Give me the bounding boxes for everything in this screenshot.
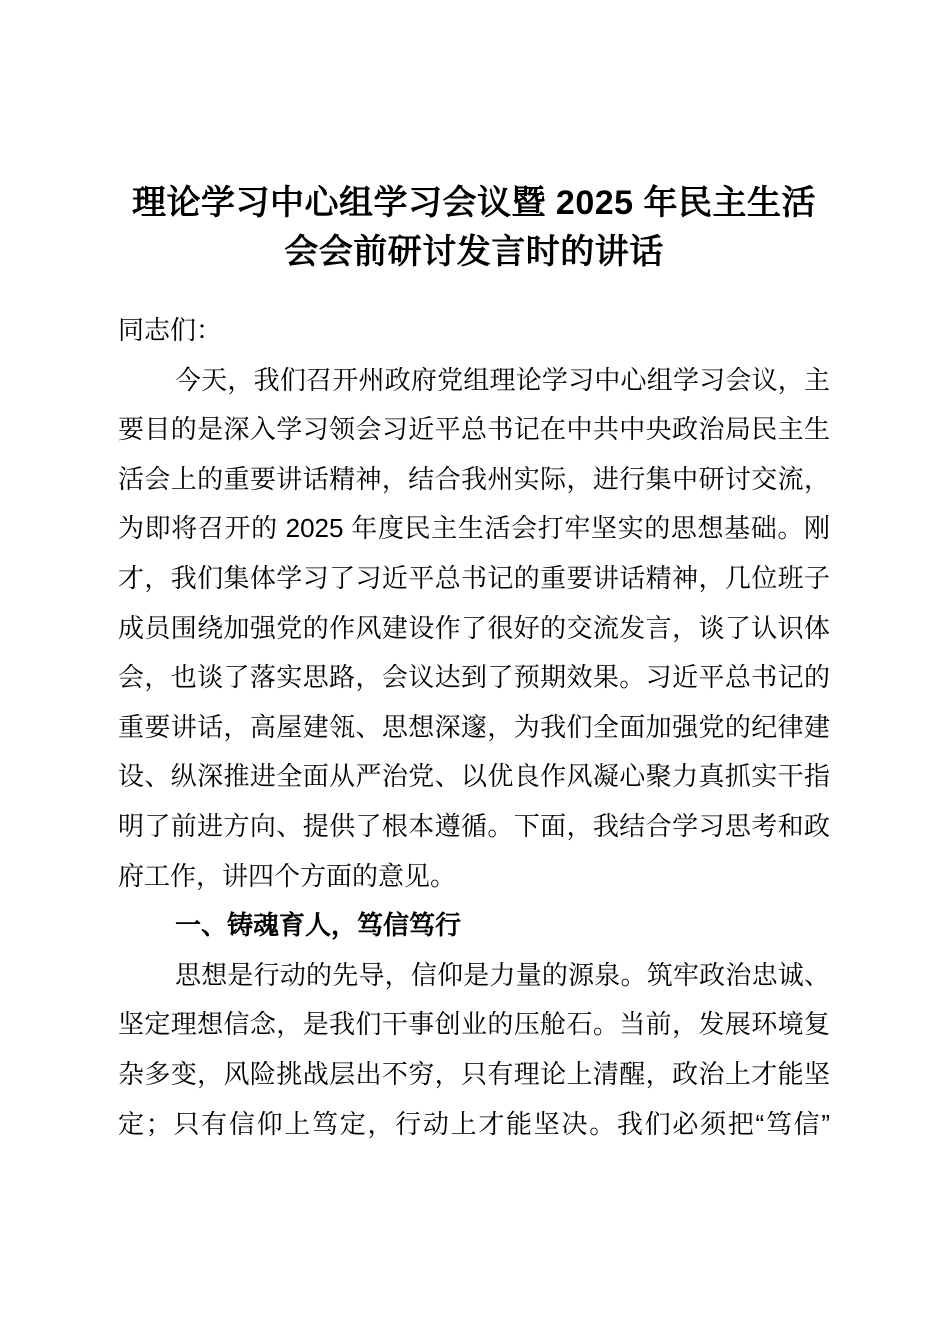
body-text-line: 杂多变，风险挑战层出不穷，只有理论上清醒，政治上才能坚 bbox=[118, 1058, 830, 1089]
body-text-line: 思想是行动的先导，信仰是力量的源泉。筑牢政治忠诚、 bbox=[175, 959, 830, 990]
salutation-line: 同志们： bbox=[118, 315, 223, 345]
body-text-line: 会，也谈了落实思路，会议达到了预期效果。习近平总书记的 bbox=[118, 662, 830, 693]
body-text-line: 定；只有信仰上笃定，行动上才能坚决。我们必须把“笃信” bbox=[118, 1108, 830, 1139]
body-text-line: 为即将召开的 2025 年度民主生活会打牢坚实的思想基础。刚 bbox=[118, 513, 830, 544]
body-text-line: 重要讲话，高屋建瓴、思想深邃，为我们全面加强党的纪律建 bbox=[118, 711, 830, 742]
body-text-line: 明了前进方向、提供了根本遵循。下面，我结合学习思考和政 bbox=[118, 810, 830, 841]
body-text-line: 今天，我们召开州政府党组理论学习中心组学习会议，主 bbox=[175, 364, 830, 395]
body-text-line: 成员围绕加强党的作风建设作了很好的交流发言，谈了认识体 bbox=[118, 612, 830, 643]
document-title bbox=[118, 179, 830, 277]
body-text-line: 设、纵深推进全面从严治党、以优良作风凝心聚力真抓实干指 bbox=[118, 761, 830, 792]
title-line-1: 理论学习中心组学习会议暨 2025 年民主生活 bbox=[131, 184, 817, 222]
section-heading: 一、铸魂育人，笃信笃行 bbox=[175, 910, 462, 941]
body-text-line: 坚定理想信念，是我们干事创业的压舱石。当前，发展环境复 bbox=[118, 1009, 830, 1040]
body-text-line: 要目的是深入学习领会习近平总书记在中共中央政治局民主生 bbox=[118, 414, 830, 445]
body-text-line: 才，我们集体学习了习近平总书记的重要讲话精神，几位班子 bbox=[118, 562, 830, 593]
document-body bbox=[118, 306, 830, 1149]
body-text-line: 府工作，讲四个方面的意见。 bbox=[118, 860, 457, 891]
document-content bbox=[118, 0, 830, 1149]
body-text-line: 活会上的重要讲话精神，结合我州实际，进行集中研讨交流， bbox=[118, 463, 830, 494]
title-line-2: 会会前研讨发言时的讲话 bbox=[284, 233, 664, 271]
